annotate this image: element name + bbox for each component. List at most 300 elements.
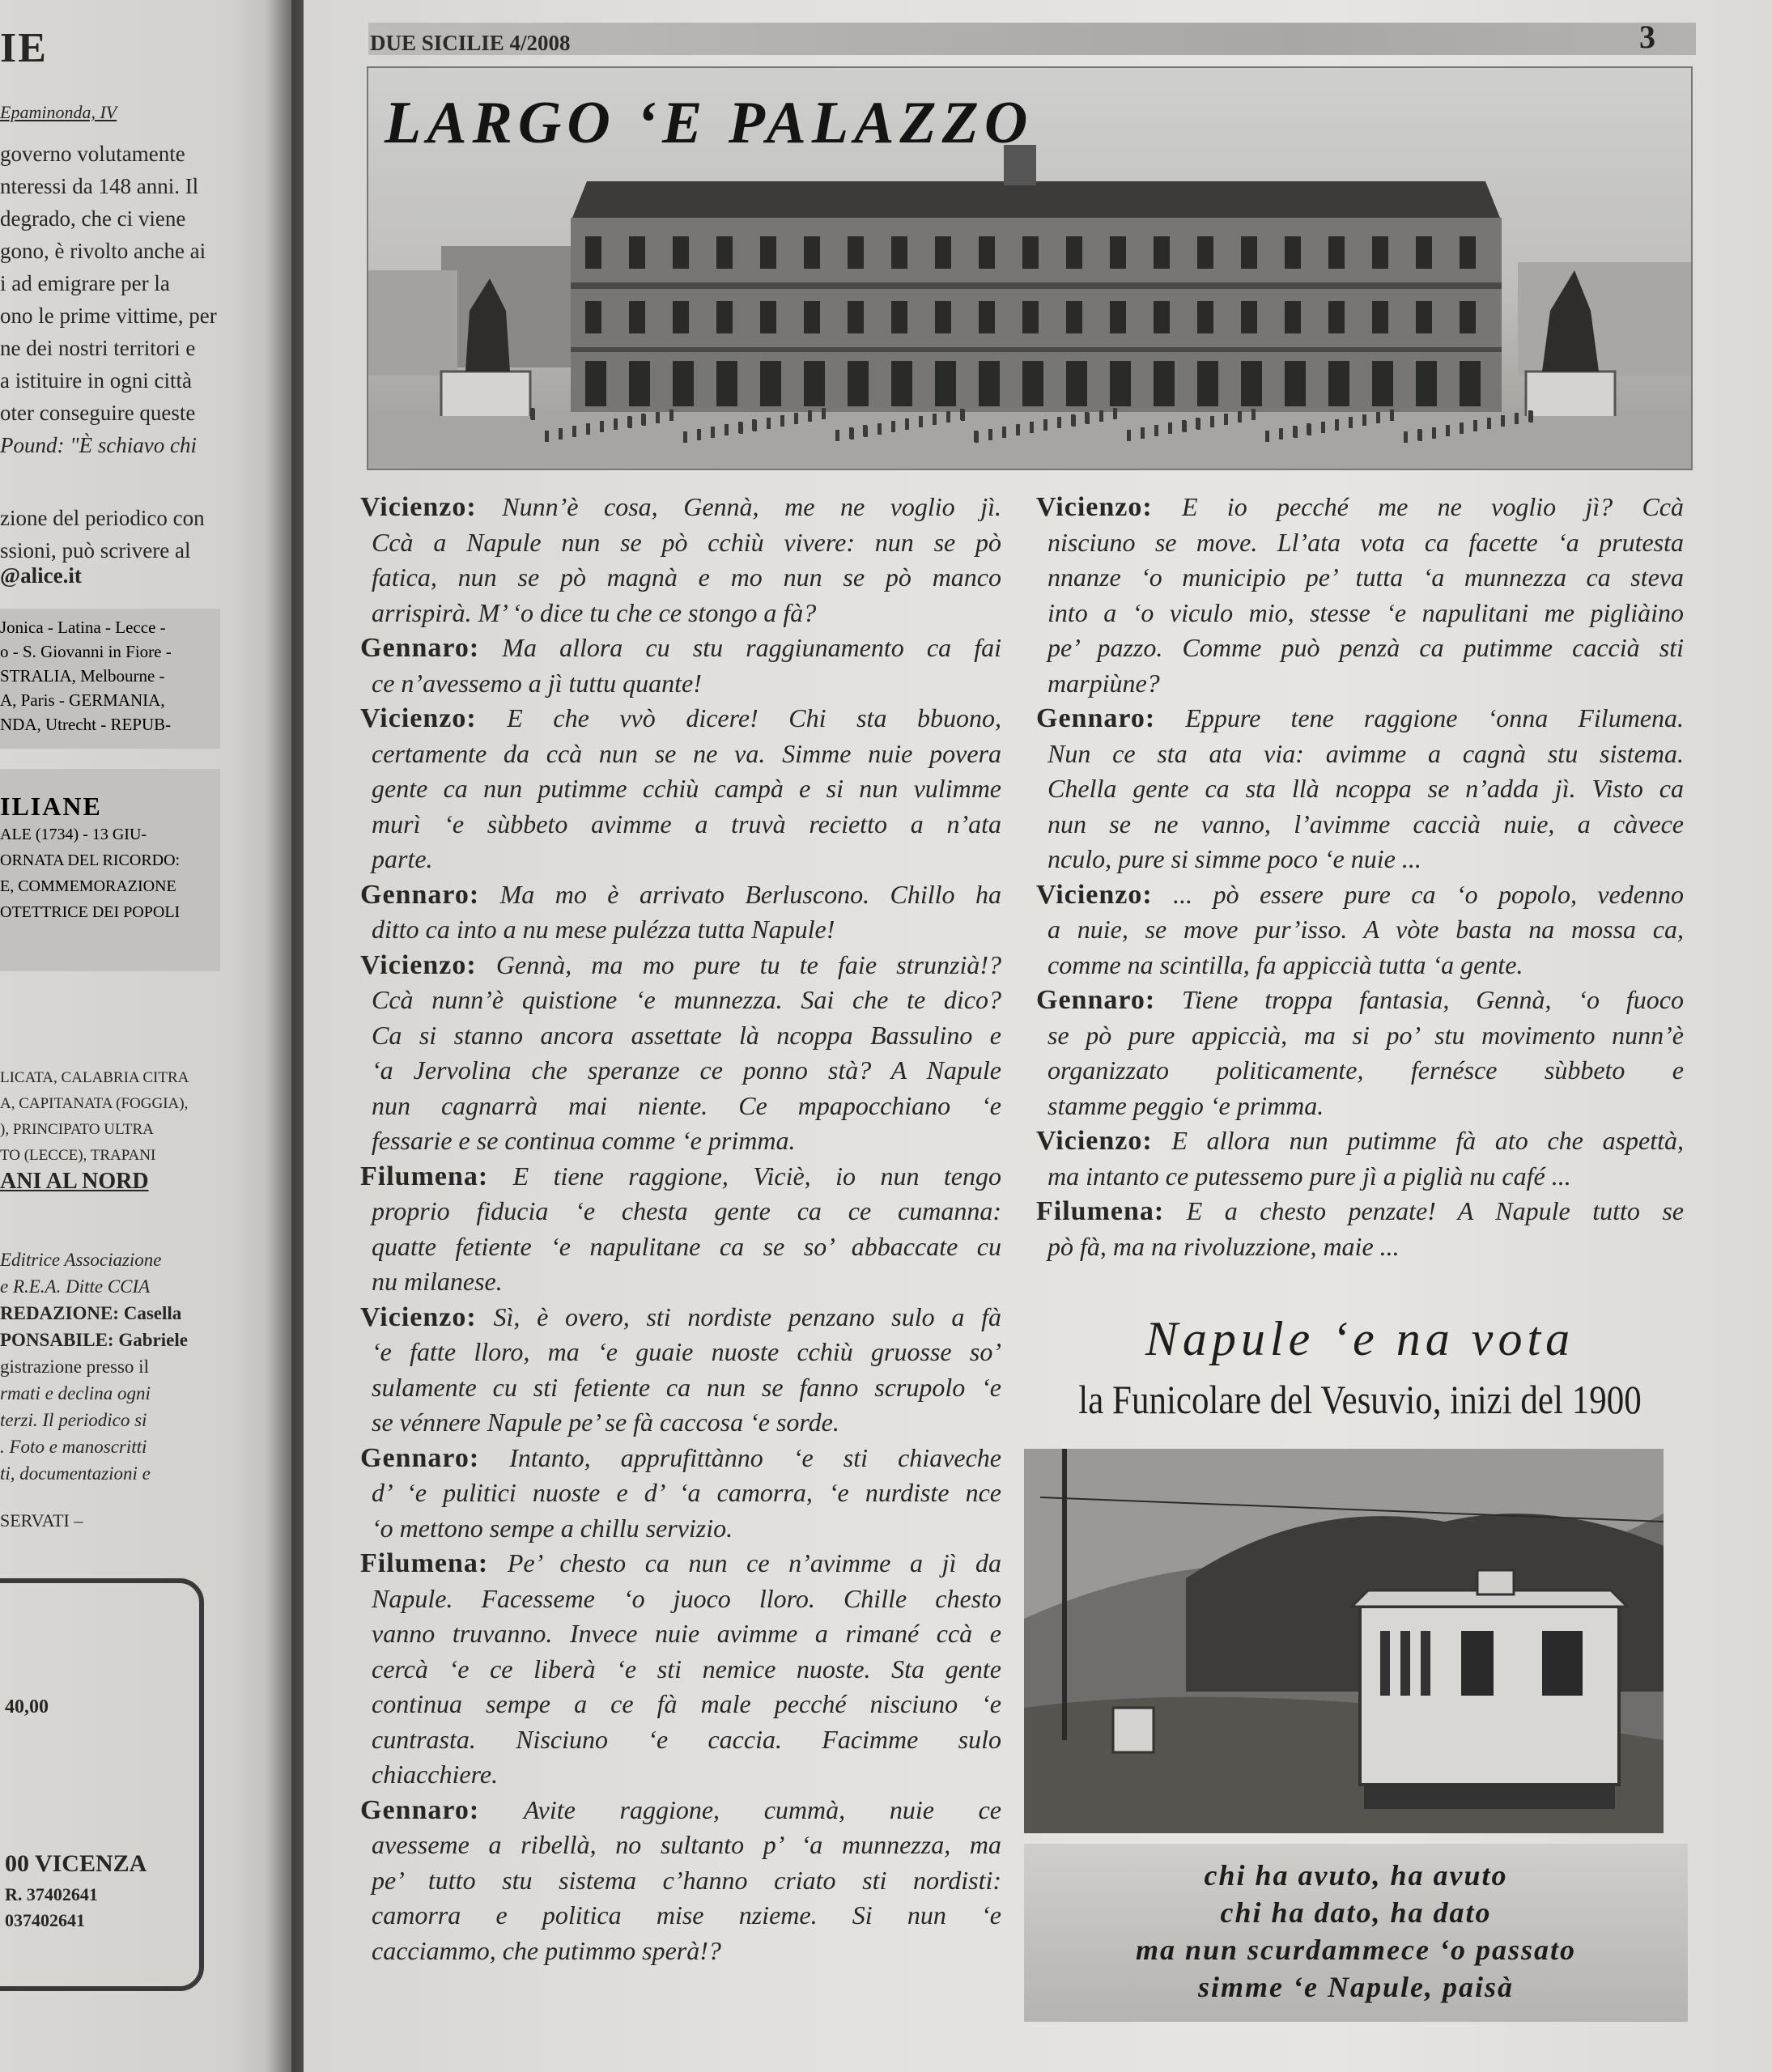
dialogue-line [360,596,1001,631]
crowd-figure [1113,408,1117,419]
speech-text: vanno truvanno. Invece nuie avimme a rimané ccà e [372,1619,1001,1648]
crowd-figure [988,429,992,440]
dialogue-line [1036,631,1684,666]
crowd-figure [1294,427,1298,438]
dialogue-line [360,1582,1001,1617]
window-shape [1416,301,1432,333]
text-line: gono, è rivolto anche ai [0,239,206,263]
crowd-figure [1376,412,1380,423]
speech-text: a nuie, se move pur’isso. A vòte basta na mossa ca, [1047,915,1684,944]
funicular-photo [1024,1449,1664,1833]
text-line: ti, documentazioni e [0,1463,151,1484]
crowd-figure [1390,410,1394,421]
crowd-figure [1086,413,1090,424]
speech-text: Intanto, apprufittànno ‘e sti chiaveche [509,1442,1001,1472]
dialogue-turn-start [1036,1123,1684,1159]
speech-text: avesseme a ribellà, no sultanto p’ ‘a munnezza, ma [372,1830,1001,1859]
crowd-figure [1016,424,1020,435]
window-shape [935,236,951,269]
dialogue-line [360,1089,1001,1124]
text-line: governo volutamente [0,142,185,166]
text-line: zione del periodico con [0,506,205,530]
crowd-figure [961,410,965,421]
crowd-figure [559,428,563,439]
speech-text: ‘e fatte lloro, ma ‘e guaie nuoste cchiù gruosse so’ [372,1337,1001,1366]
text-line: degrado, che ci viene [0,206,186,231]
window-shape [979,236,995,269]
window-shape [1197,361,1218,406]
window-shape [1154,361,1175,406]
crowd-figure [1238,411,1242,422]
window-shape [1066,361,1087,406]
caption-line: ma nun scurdammece ‘o passato [1135,1934,1577,1966]
text-line: e R.E.A. Ditte CCIA [0,1276,151,1297]
speech-text: Pe’ chesto ca nun ce n’avimme a jì da [507,1548,1002,1577]
crowd-figure [1224,414,1228,425]
window-shape [1460,301,1476,333]
dialogue-line [360,1475,1001,1511]
speech-text: nnanze ‘o municipio pe’ tutta ‘a munnezza ca steva [1047,563,1684,592]
speech-text: ... pò essere pure ca ‘o popolo, vedenno [1173,879,1685,909]
window-shape [716,301,733,333]
window-shape [1110,361,1131,406]
speaker-name: Filumena: [360,1548,489,1578]
dialogue-turn-start [360,1159,1001,1195]
crowd-figure [656,412,660,423]
speech-text: se vénnere Napule pe’ se fà caccosa ‘e sorde. [372,1408,839,1437]
provinces-text [0,1065,230,1169]
crowd-figure [1251,409,1256,420]
speaker-name: Vicienzo: [360,1301,477,1332]
speech-text: quatte fetiente ‘e napulitane ca se so’ abbaccate cu [372,1231,1001,1261]
speech-text: ce n’avessemo a jì tuttu quante! [372,668,702,698]
sidebar-title: Napule ‘e na vota [1145,1312,1575,1365]
window-shape [1285,236,1301,269]
window-shape [1066,236,1082,269]
crowd-figure [808,410,812,422]
window-shape [848,301,864,333]
window-shape [1416,361,1437,406]
window-shape [716,236,733,269]
speech-text: Avite raggione, cummà, nuie ce [523,1794,1002,1824]
speech-text: proprio fiducia ‘e chesta gente ca ce cumanna: [372,1196,1001,1225]
dialogue-turn-start [360,490,1001,525]
article-text [0,138,230,461]
crowd-figure [1418,430,1422,441]
speech-text: Ca si stanno ancora assettate là ncoppa Bassulino e [372,1020,1001,1050]
dialogue-line [1036,807,1684,843]
dialogue-line [360,525,1001,561]
speech-text: murì ‘e sùbbeto avimme a truvà recietto a n’ata [372,809,1001,839]
dialogue-line [360,771,1001,807]
crowd-figure [864,426,868,437]
text-line: LICATA, CALABRIA CITRA [0,1069,189,1086]
speech-text: Ma allora cu stu raggiunamento ca fai [502,633,1001,662]
crowd-figure [1141,427,1145,439]
postal-account-secondary: 037402641 [5,1910,85,1930]
speech-text: arrispirà. M’ ‘o dice tu che ce stongo a fà? [372,597,817,627]
dialogue-turn-start [1036,1194,1684,1229]
window-shape [760,361,781,406]
dialogue-line [360,1511,1001,1547]
window-shape [585,301,601,333]
text-line: terzi. Il periodico si [0,1410,147,1430]
dialogue-line [360,1194,1001,1229]
text-line: rmati e declina ogni [0,1383,151,1403]
speech-text: pe’ tutto stu sistema c’hanno criato sti nordisti: [372,1865,1001,1895]
speech-text: Tiene troppa fantasia, Gennà, ‘o fuoco [1182,985,1685,1014]
crowd-figure [642,414,646,426]
rights-text: SERVATI – [0,1510,83,1531]
speech-text: Sì, è overo, sti nordiste penzano sulo a fà [493,1301,1002,1331]
crowd-figure [1154,425,1158,436]
text-line: nteressi da 148 anni. Il [0,174,199,198]
window-shape [891,236,907,269]
dialogue-turn-start [360,701,1001,737]
dialogue-line [1036,1018,1684,1054]
text-line: OTETTRICE DEI POPOLI [0,903,181,921]
speaker-name: Gennaro: [1036,703,1156,733]
crowd-figure [1349,417,1353,428]
caption-line: chi ha dato, ha dato [1220,1896,1492,1929]
speech-text: camorra e politica mise nzieme. Si nun ‘e [372,1900,1001,1930]
distribution-box [0,609,220,749]
credits-text [0,1246,230,1487]
author-name: Epaminonda, IV [0,102,117,122]
dialogue-line [360,1229,1001,1265]
crowd-figure [1265,431,1269,442]
speech-text: gente ca nun putimme cchiù campà e si nun vulimme [372,774,1001,803]
dialogue-turn-start [360,1546,1001,1582]
dialogue-line [360,1370,1001,1406]
dialogue-line [1036,771,1684,807]
email-address: @alice.it [0,563,82,588]
speech-text: into a ‘o viculo mio, stesse ‘e napulitani me pigliàino [1047,597,1684,627]
dialogue-line [360,842,1001,877]
crowd-figure [878,423,882,435]
dialogue-column-right [1036,490,1684,1264]
window-shape [935,361,956,406]
dialogue-turn-start [360,1793,1001,1828]
text-line: A, CAPITANATA (FOGGIA), [0,1095,189,1112]
window-shape [1285,361,1306,406]
crowd-figure [794,413,798,424]
crowd-figure [1210,416,1214,427]
dialogue-line [360,1863,1001,1899]
crowd-figure [1501,415,1505,427]
speech-text: Gennà, ma mo pure tu te faie strunzià!? [495,949,1002,979]
speech-text: nun cagnarrà mai niente. Ce mpapocchiano ‘e [372,1090,1001,1120]
speech-text: chiacchiere. [372,1760,499,1789]
crowd-figure [835,430,839,441]
window-shape [804,361,825,406]
article-title: LARGO ‘E PALAZZO [385,90,1034,156]
crowd-figure [905,418,909,430]
speech-text: sulamente cu sti fetiente ca nun se fanno scrupolo ‘e [372,1372,1001,1402]
dialogue-line [1036,737,1684,772]
window-shape [1328,301,1345,333]
crowd-figure [739,422,743,434]
text-line: REDAZIONE: Casella [0,1303,182,1323]
window-shape [673,301,689,333]
speech-text: E tiene raggione, Viciè, io nun tengo [512,1161,1002,1191]
window-shape [1372,361,1393,406]
crowd-figure [531,409,535,420]
window-shape [1154,236,1170,269]
regions-title: ILIANE [0,792,102,821]
speech-text: nculo, pure si simme poco ‘e nuie ... [1047,844,1421,873]
dialogue-turn-start [1036,701,1684,737]
window-shape [1022,361,1043,406]
text-line: Jonica - Latina - Lecce - [0,618,166,637]
speech-text: organizzato politicamente, fernésce sùbbeto e [1047,1055,1684,1085]
speech-text: Ccà nunn’è quistione ‘e munnezza. Sai che te dico? [372,985,1001,1014]
regions-text [0,822,220,925]
dialogue-line [360,807,1001,843]
dialogue-line [1036,525,1684,561]
window-shape [1372,301,1388,333]
speech-text: parte. [372,844,433,873]
dialogue-turn-start [1036,877,1684,913]
crowd-figure [1307,424,1311,435]
speaker-name: Vicienzo: [1036,1126,1153,1156]
dialogue-line [360,1405,1001,1441]
speech-text: Nun ce sta ata via: avimme a cagnà stu sistema. [1047,738,1684,768]
crowd-figure [1030,422,1034,433]
speech-text: d’ ‘e pulitici nuoste e d’ ‘a camorra, ‘e nurdiste nce [372,1478,1001,1507]
speech-text: certamente da ccà nun se ne va. Simme nuie povera [372,738,1001,768]
speech-text: Nunn’è cosa, Gennà, me ne voglio jì. [502,492,1002,521]
dialogue-line [360,1335,1001,1370]
crowd-figure [1432,427,1436,439]
crowd-figure [1002,427,1006,438]
dialogue-line [1036,842,1684,877]
window-shape [804,236,820,269]
caption-line: simme ‘e Napule, paisà [1198,1971,1514,2003]
dialogue-line [360,1616,1001,1652]
text-line: . Foto e manoscritti [0,1437,147,1457]
dialogue-line [360,1018,1001,1054]
text-line: PONSABILE: Gabriele [0,1330,188,1350]
window-shape [673,236,689,269]
dialogue-line [1036,1159,1684,1195]
dialogue-line [360,912,1001,948]
crowd-figure [1515,413,1519,424]
issue-label: DUE SICILIE 4/2008 [370,31,571,55]
window-shape [1197,236,1213,269]
speech-text: fatica, nun se pò magnà e mo nun se pò manco [372,563,1001,592]
text-line: ne dei nostri territori e [0,336,196,360]
window-shape [1197,301,1213,333]
dialogue-line [1036,596,1684,631]
crowd-figure [725,424,729,435]
speaker-name: Gennaro: [360,1794,480,1825]
crowd-figure [975,431,979,443]
speech-text: stamme peggio ‘e primma. [1047,1090,1324,1120]
text-line: TO (LECCE), TRAPANI [0,1147,156,1164]
crowd-figure [711,427,715,438]
text-line: ssioni, può scrivere al [0,538,191,563]
window-shape [1022,301,1039,333]
crowd-figure [1446,425,1450,436]
window-shape [1066,301,1082,333]
window-shape [1460,361,1481,406]
dialogue-line [360,1123,1001,1159]
crowd-figure [1168,422,1172,434]
crowd-figure [1473,420,1477,431]
text-line: A, Paris - GERMANIA, [0,690,165,710]
text-line: ALE (1734) - 13 GIU- [0,826,147,843]
text-line: i ad emigrare per la [0,271,170,295]
speech-text: Eppure tene raggione ‘onna Filumena. [1185,703,1685,732]
dialogue-line [360,1757,1001,1793]
window-shape [673,361,694,406]
dialogue-line [360,1652,1001,1688]
coupon-city: 00 VICENZA [5,1850,147,1877]
speech-text: cuntrasta. Nisciuno ‘e caccia. Facimme sulo [372,1724,1001,1754]
text-line: oter conseguire queste [0,401,196,425]
window-shape [891,361,912,406]
crowd-figure [683,431,687,443]
text-line: E, COMMEMORAZIONE [0,877,176,895]
window-shape [716,361,737,406]
speaker-name: Vicienzo: [1036,879,1153,910]
speech-text: fessarie e se continua comme ‘e primma. [372,1126,796,1155]
speech-text: pe’ pazzo. Comme può penzà ca putimme caccià sti [1047,633,1684,662]
dialogue-column-left [360,490,1001,1968]
speech-text: ma intanto ce putessemo pure jì a piglià nu café ... [1047,1161,1571,1191]
crowd-figure [586,423,590,435]
subscription-text [0,502,230,567]
crowd-figure [572,426,576,437]
window-shape [760,236,776,269]
dialogue-line [360,1264,1001,1300]
crowd-figure [614,418,618,430]
crowd-figure [1057,417,1061,428]
crowd-figure [1072,415,1076,427]
dialogue-line [360,1053,1001,1089]
speech-text: ‘o mettono sempe a chillu servizio. [372,1513,733,1543]
text-line: o - S. Giovanni in Fiore - [0,642,172,661]
crowd-figure [697,429,701,440]
dialogue-line [1036,560,1684,596]
window-shape [629,361,650,406]
speaker-name: Filumena: [1036,1196,1165,1226]
text-line: a istituire in ogni città [0,368,192,393]
dialogue-turn-start [1036,490,1684,525]
speaker-name: Vicienzo: [360,949,477,980]
window-shape [760,301,776,333]
speaker-name: Gennaro: [360,879,480,910]
speech-text: nu milanese. [372,1267,503,1296]
window-shape [848,361,869,406]
speech-text: cercà ‘e ce liberà ‘e sti nemice nuoste. Sta gente [372,1654,1001,1684]
crowd-figure [1321,422,1325,433]
speech-text: E che vvò dicere! Chi sta bbuono, [507,703,1001,732]
speaker-name: Gennaro: [360,1442,480,1473]
window-shape [1460,236,1476,269]
caption-line: chi ha avuto, ha avuto [1204,1859,1508,1892]
speech-text: se pò pure appiccià, ma si po’ stu movimento nunn’è [1047,1020,1684,1050]
window-shape [629,301,645,333]
dialogue-line [360,1934,1001,1969]
text-line: Editrice Associazione [0,1250,162,1270]
speaker-name: Vicienzo: [360,703,477,733]
crowd-figure [933,414,937,425]
speaker-name: Filumena: [360,1161,489,1191]
dialogue-line [360,560,1001,596]
sidebar-caption [1024,1844,1688,2022]
crowd-figure [780,415,784,427]
crowd-figure [946,411,950,422]
dialogue-line [360,666,1001,702]
window-shape [1241,361,1262,406]
speech-text: E io pecché me ne voglio jì? Ccà [1181,492,1685,521]
speech-text: comme na scintilla, fa appiccià tutta ‘a gente. [1047,949,1523,979]
crowd-figure [891,421,895,432]
window-shape [1241,236,1257,269]
postal-account: R. 37402641 [5,1884,98,1904]
speech-text: ditto ca into a nu mese pulézza tutta Napule! [372,915,835,944]
section-heading: ANI AL NORD [0,1169,149,1194]
text-line: STRALIA, Melbourne - [0,666,165,686]
window-shape [1328,361,1349,406]
page-number: 3 [1639,19,1655,55]
crowd-figure [1404,431,1408,443]
dialogue-line [360,1828,1001,1863]
dialogue-line [1036,948,1684,983]
text-line: NDA, Utrecht - REPUB- [0,715,172,734]
speaker-name: Gennaro: [1036,985,1156,1015]
speech-text: cacciammo, che putimmo sperà!? [372,1935,721,1965]
dialogue-line [360,983,1001,1018]
window-shape [848,236,864,269]
speech-text: Chella gente ca sta llà ncoppa se n’adda jì. Visto ca [1047,774,1684,803]
previous-page [0,0,291,2072]
speech-text: E a chesto penzate! A Napule tutto se [1186,1196,1685,1225]
crowd-figure [1460,422,1464,434]
text-line: Pound: "È schiavo chi [0,433,198,457]
dialogue-turn-start [360,948,1001,983]
crowd-figure [1127,430,1131,441]
speech-text: ‘a Jervolina che speranze ce ponno stà? A Napule [372,1055,1001,1085]
crowd-figure [1529,411,1533,422]
dialogue-line [1036,1089,1684,1124]
crowd-figure [628,417,632,428]
dialogue-line [1036,912,1684,948]
window-shape [585,236,601,269]
crowd-figure [1043,419,1047,431]
window-shape [979,301,995,333]
text-line: ORNATA DEL RICORDO: [0,851,181,869]
speech-text: E allora nun putimme fà ato che aspettà, [1171,1126,1685,1155]
dialogue-line [1036,666,1684,702]
speech-text: marpiùne? [1047,668,1160,698]
window-shape [1328,236,1345,269]
speaker-name: Gennaro: [360,633,480,663]
speech-text: pò fà, ma na rivoluzzione, maie ... [1047,1231,1400,1261]
crowd-figure [1362,414,1366,426]
window-shape [1372,236,1388,269]
dialogue-turn-start [360,631,1001,666]
window-shape [935,301,951,333]
crowd-figure [767,418,771,429]
crowd-figure [1196,418,1200,430]
speech-text: Ma mo è arrivato Berluscono. Chillo ha [499,879,1002,909]
window-shape [804,301,820,333]
window-shape [1241,301,1257,333]
dialogue-turn-start [1036,983,1684,1018]
